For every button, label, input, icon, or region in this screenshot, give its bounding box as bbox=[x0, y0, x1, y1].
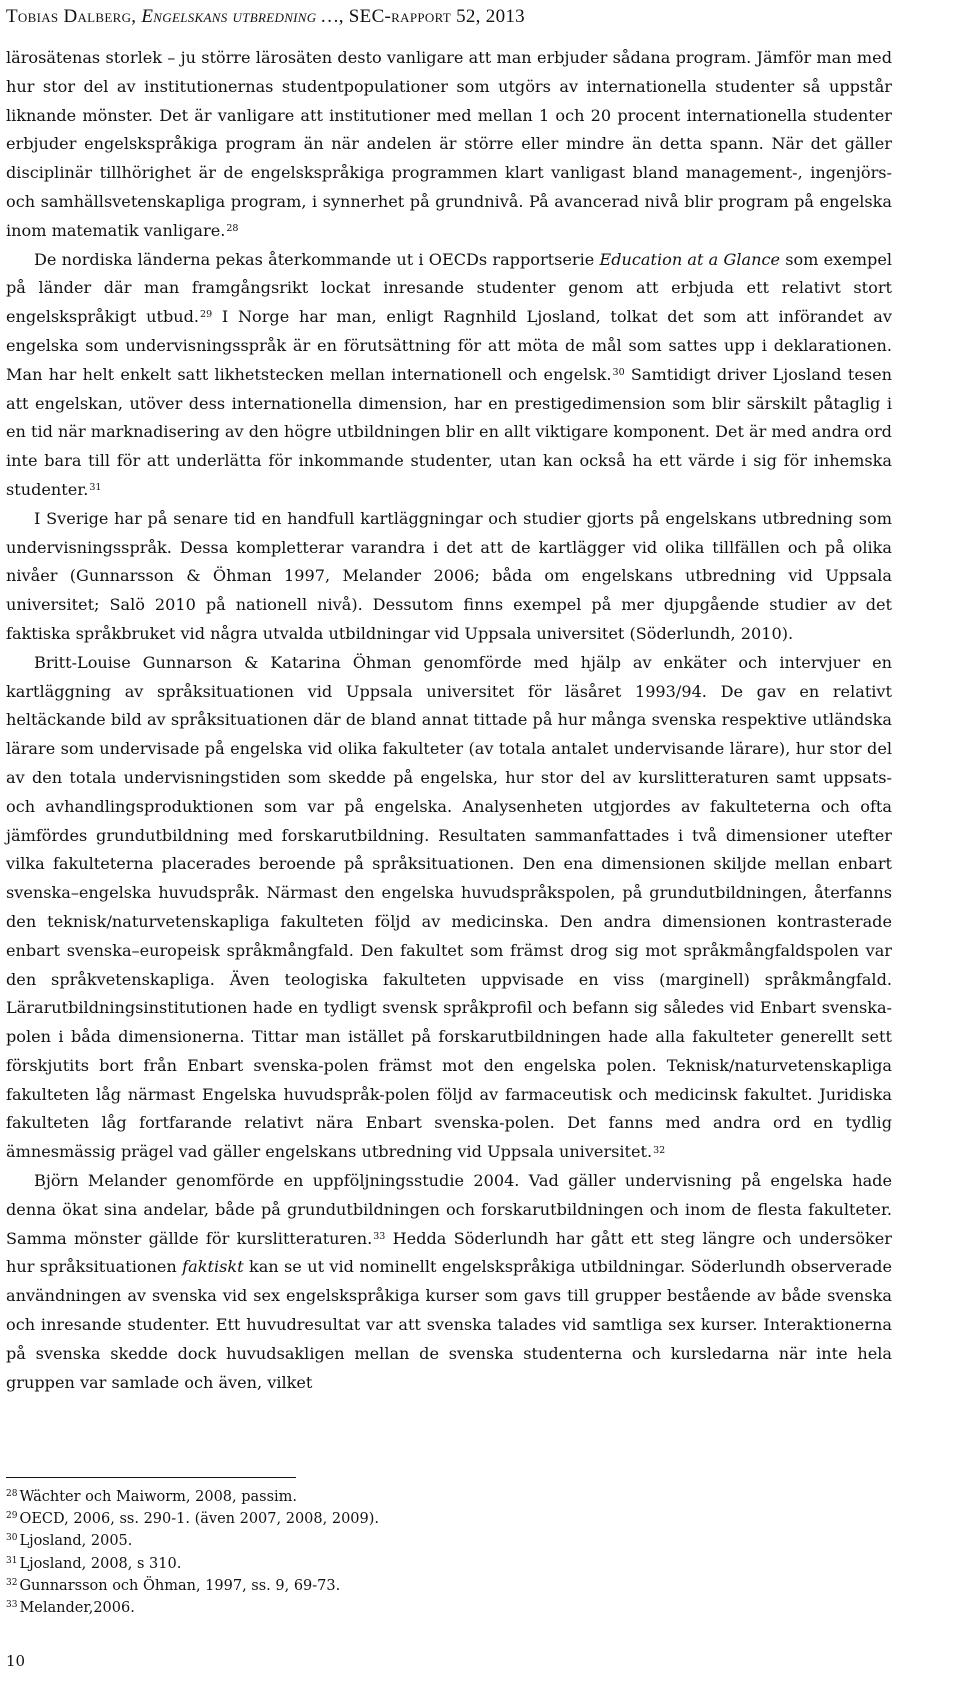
footnote-number: 32 bbox=[6, 1577, 18, 1588]
footnote-text: Ljosland, 2008, s 310. bbox=[19, 1555, 182, 1572]
footnote bbox=[6, 1530, 806, 1552]
header-report: , SEC-rapport 52, 2013 bbox=[338, 6, 525, 27]
text-run: som exempel på länder där man framgångsrikt lockat inresande studenter genom att erbjuda ett relativt stort engelskspråkigt utbud. bbox=[6, 249, 892, 327]
footnote-number: 33 bbox=[6, 1600, 18, 1611]
text-run: Björn Melander genomförde en uppföljningsstudie 2004. Vad gäller undervisning på engelska hade denna ökat sina andelar, både på grundutbildningen och forskarutbildningen och inom de flesta fakulteter. Samma mönster gällde för kurslitteraturen. bbox=[6, 1171, 892, 1248]
text-run: Hedda Söderlundh har gått ett steg längre och undersöker hur språksituationen bbox=[6, 1228, 892, 1277]
text-run: I Norge har man, enligt Ragnhild Ljosland, tolkat det som att införandet av engelska som undervisningsspråk är en förutsättning för att möta de mål som sattes upp i deklarationen. Man har helt enkelt satt likhetstecken mellan internationell och engelsk. bbox=[6, 307, 892, 384]
footnote-text: Gunnarsson och Öhman, 1997, ss. 9, 69-73. bbox=[19, 1577, 341, 1594]
text-run: Samtidigt driver Ljosland tesen att engelskan, utöver dess internationella dimension, har en prestigedimension som blir särskilt påtaglig i en tid när marknadisering av den högre utbildningen blir en allt viktigare komponent. Det är med andra ord inte bara till för att underlätta för inkommande studenter, utan kan också ha ett värde i sig för inhemska studenter. bbox=[6, 364, 892, 499]
footnote bbox=[6, 1597, 806, 1619]
footnote bbox=[6, 1553, 806, 1575]
footnote-reference: 32 bbox=[653, 1144, 666, 1156]
footnote bbox=[6, 1508, 806, 1530]
body-paragraph bbox=[6, 1167, 892, 1397]
text-run: kan se ut vid nominellt engelskspråkiga utbildningar. Söderlundh observerade användningen av svenska vid sex engelskspråkiga kurser som gavs till grupper bestående av både svenska och inresande studenter. Ett huvudresultat var att svenska talades vid samtliga sex kurser. Interaktionerna på svenska skedde dock huvudsakligen mellan de svenska studenterna och kursledarna när inte hela gruppen var samlade och även, vilket bbox=[6, 1257, 892, 1392]
footnote-reference: 28 bbox=[226, 223, 239, 235]
body-text bbox=[6, 44, 892, 1397]
footnote-text: Melander,2006. bbox=[19, 1600, 135, 1617]
footnote-reference: 30 bbox=[612, 367, 625, 379]
header-author: Tobias Dalberg, bbox=[6, 6, 142, 27]
footnote-reference: 31 bbox=[89, 482, 102, 494]
footnote-text: Wächter och Maiworm, 2008, passim. bbox=[19, 1489, 298, 1505]
footnote-text: Ljosland, 2005. bbox=[19, 1533, 133, 1550]
emphasis-run: faktiskt bbox=[182, 1257, 244, 1277]
footnote-number: 29 bbox=[6, 1511, 18, 1522]
footnote-reference: 33 bbox=[373, 1230, 386, 1242]
footnote-text: OECD, 2006, ss. 290-1. (även 2007, 2008, 2009). bbox=[19, 1511, 380, 1528]
page-number: 10 bbox=[6, 1652, 26, 1670]
text-run: Britt-Louise Gunnarson & Katarina Öhman genomförde med hjälp av enkäter och intervjuer en kartläggning av språksituationen vid Uppsala universitet för läsåret 1993/94. De gav en relativt heltäckande bild av språksituationen där de bland annat tittade på hur många svenska respektive utländska lärare som undervisade på engelska vid olika fakulteter (av totala antalet undervisande lärare), hur stor del av den totala undervisningstiden som skedde på engelska, hur stor del av kurslitteraturen samt uppsats- och avhandlingsproduktionen som var på engelska. Analysenheten utgjordes av fakulteterna och ofta jämfördes grundutbildning med forskarutbildning. Resultaten sammanfattades i två dimensioner utefter vilka fakulteterna placerades beroende på språksituationen. Den ena dimensionen skiljde mellan enbart svenska–engelska huvudspråk. Närmast den engelska huvudspråkspolen, på grundutbildningen, återfanns den teknisk/naturvetenskapliga fakulteten följd av medicinska. Den andra dimensionen kontrasterade enbart svenska–europeisk språkmångfald. Den fakultet som främst drog sig mot språkmångfaldspolen var den språkvetenskapliga. Även teologiska fakulteten uppvisade en viss (marginell) språkmångfald. Lärarutbildningsinstitutionen hade en tydligt svensk språkprofil och befann sig således vid Enbart svenska-polen i båda dimensionerna. Tittar man istället på forskarutbildningen hade alla fakulteter generellt sett förskjutits bort från Enbart svenska-polen främst mot den engelska polen. Teknisk/naturvetenskapliga fakulteten låg närmast Engelska huvudspråk-polen följd av farmaceutisk och medicinsk fakultet. Juridiska fakulteten låg fortfarande relativt nära Enbart svenska-polen. Det fanns med andra ord en tydlig ämnesmässig prägel vad gäller engelskans utbredning vid Uppsala universitet. bbox=[6, 652, 892, 1162]
footnotes bbox=[6, 1486, 806, 1619]
footnote bbox=[6, 1575, 806, 1597]
header-title: Engelskans utbredning … bbox=[141, 6, 339, 27]
body-paragraph bbox=[6, 505, 892, 649]
footnote-number: 30 bbox=[6, 1533, 18, 1544]
footnote-number: 31 bbox=[6, 1555, 18, 1566]
footnote bbox=[6, 1486, 806, 1508]
emphasis-run: Education at a Glance bbox=[599, 249, 780, 269]
body-paragraph bbox=[6, 44, 892, 246]
text-run: lärosätenas storlek – ju större lärosäten desto vanligare att man erbjuder sådana program. Jämför man med hur stor del av institutionernas studentpopulationer som utgörs av internationella studenter så uppstår liknande mönster. Det är vanligare att institutioner med mellan 1 och 20 procent internationella studenter erbjuder engelskspråkiga program än när andelen är större eller mindre än detta spann. När det gäller disciplinär tillhörighet är de engelskspråkiga programmen klart vanligast bland management-, ingenjörs- och samhällsvetenskapliga program, i synnerhet på grundnivå. På avancerad nivå blir program på engelska inom matematik vanligare. bbox=[6, 48, 892, 240]
footnote-number: 28 bbox=[6, 1489, 18, 1500]
body-paragraph bbox=[6, 246, 892, 505]
footnote-separator bbox=[6, 1477, 296, 1478]
footnote-reference: 29 bbox=[200, 309, 213, 321]
text-run: De nordiska länderna pekas återkommande ut i OECDs rapportserie bbox=[34, 249, 600, 269]
body-paragraph bbox=[6, 649, 892, 1167]
text-run: I Sverige har på senare tid en handfull kartläggningar och studier gjorts på engelskans utbredning som undervisningsspråk. Dessa kompletterar varandra i det att de kartlägger vid olika tillfällen och på olika nivåer (Gunnarsson & Öhman 1997, Melander 2006; båda om engelskans utbredning vid Uppsala universitet; Salö 2010 på nationell nivå). Dessutom finns exempel på mer djupgående studier av det faktiska språkbruket vid några utvalda utbildningar vid Uppsala universitet (Söderlundh, 2010). bbox=[6, 508, 892, 643]
running-header bbox=[6, 6, 525, 28]
